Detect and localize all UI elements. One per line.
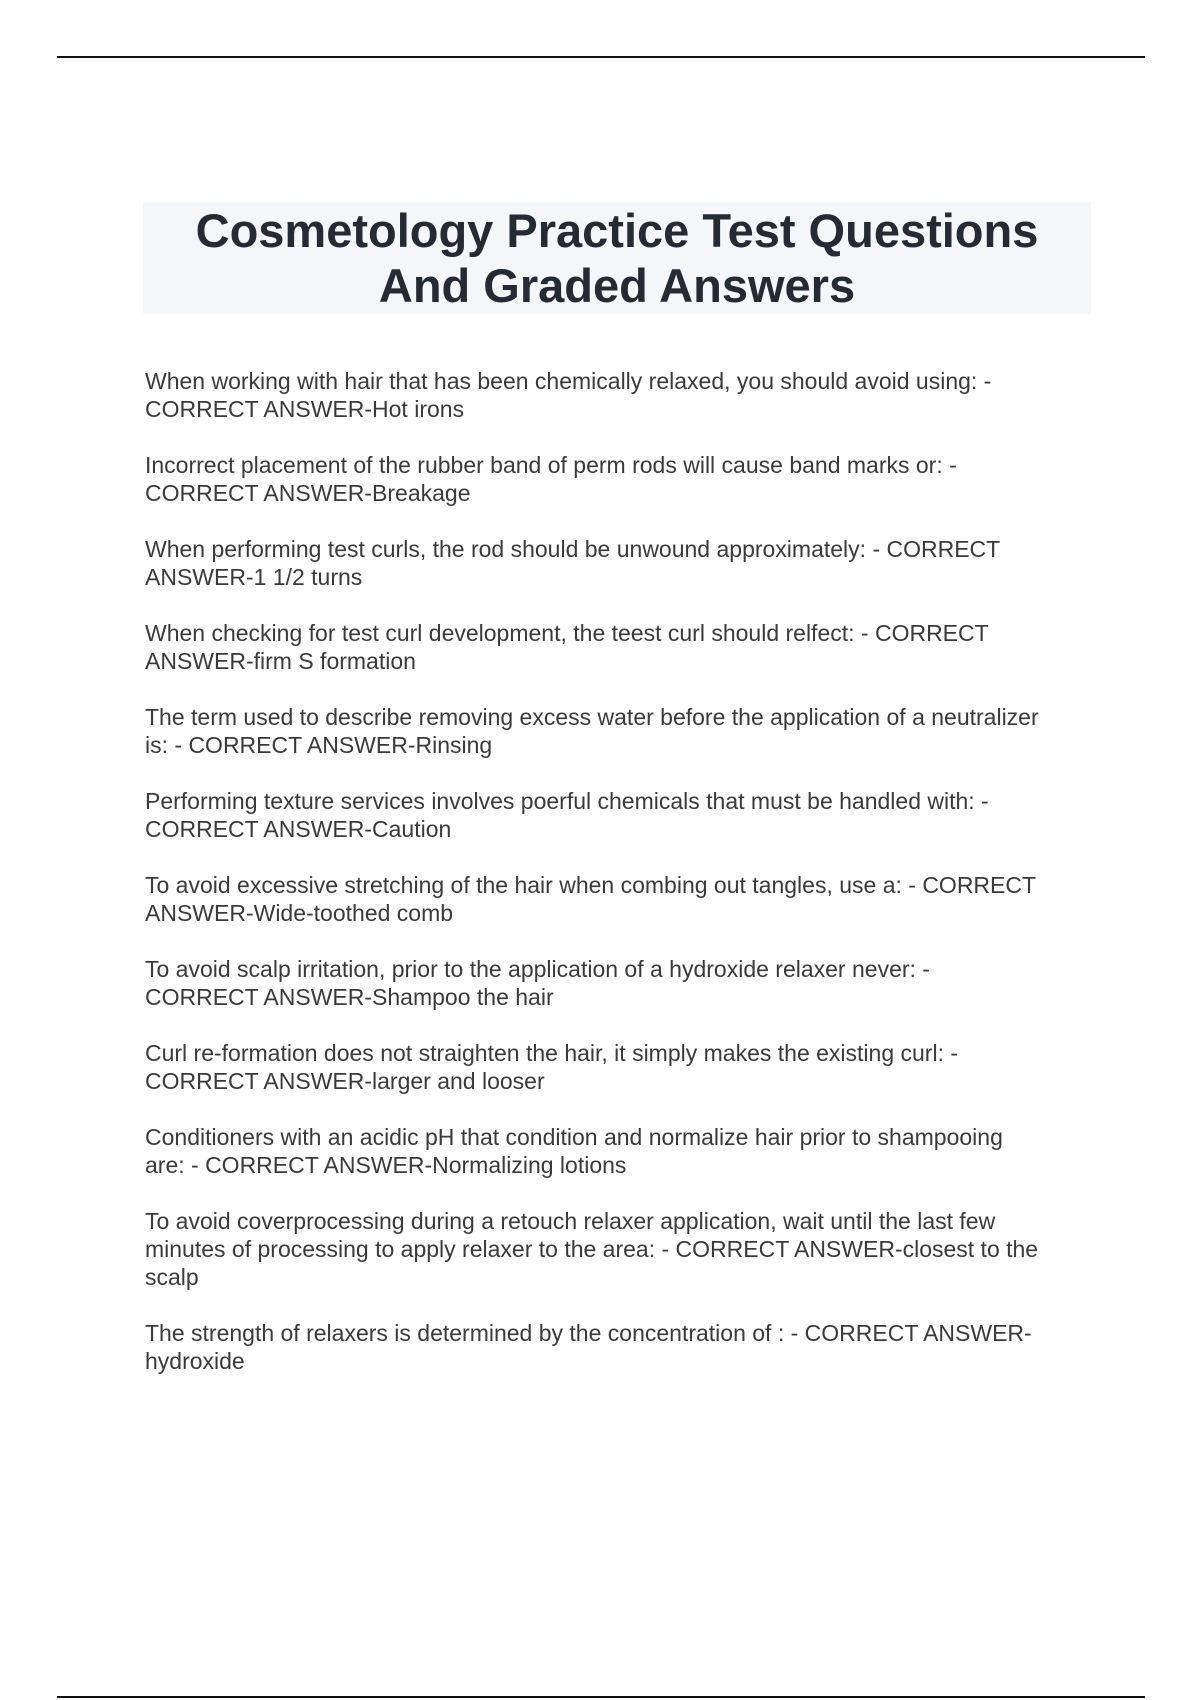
title-banner — [143, 202, 1091, 314]
qa-text-line: To avoid coverprocessing during a retouch relaxer application, wait until the last few — [145, 1208, 996, 1234]
qa-item — [145, 1039, 1095, 1095]
qa-text-line: ANSWER-firm S formation — [145, 648, 416, 674]
qa-text-line: Curl re-formation does not straighten the hair, it simply makes the existing curl: - — [145, 1040, 959, 1066]
page-title-line-1: Cosmetology Practice Test Questions — [195, 204, 1039, 257]
qa-item — [145, 1123, 1095, 1179]
qa-item — [145, 703, 1095, 759]
qa-text-line: minutes of processing to apply relaxer to the area: - CORRECT ANSWER-closest to the — [145, 1236, 1039, 1262]
qa-text-line: The strength of relaxers is determined by the concentration of : - CORRECT ANSWER- — [145, 1320, 1032, 1346]
qa-text-line: The term used to describe removing excess water before the application of a neutralizer — [145, 704, 1039, 730]
qa-item — [145, 619, 1095, 675]
qa-list — [145, 367, 1095, 1375]
qa-item — [145, 871, 1095, 927]
qa-text-line: ANSWER-Wide-toothed comb — [145, 900, 454, 926]
qa-item — [145, 451, 1095, 507]
page-title-line-2: And Graded Answers — [378, 259, 856, 312]
qa-text-line: Incorrect placement of the rubber band of perm rods will cause band marks or: - — [145, 452, 957, 478]
qa-item — [145, 1319, 1095, 1375]
qa-text-line: hydroxide — [145, 1348, 245, 1374]
qa-text-line: When working with hair that has been chemically relaxed, you should avoid using: - — [145, 368, 992, 394]
qa-item — [145, 535, 1095, 591]
qa-text-line: To avoid excessive stretching of the hair when combing out tangles, use a: - CORRECT — [145, 872, 1037, 898]
qa-text-line: are: - CORRECT ANSWER-Normalizing lotions — [145, 1152, 627, 1178]
qa-text-line: CORRECT ANSWER-Shampoo the hair — [145, 984, 554, 1010]
qa-item — [145, 955, 1095, 1011]
top-rule — [57, 56, 1145, 58]
qa-text-line: CORRECT ANSWER-Hot irons — [145, 396, 465, 422]
qa-text-line: When checking for test curl development, the teest curl should relfect: - CORRECT — [145, 620, 989, 646]
qa-text-line: scalp — [145, 1264, 199, 1290]
qa-text-line: CORRECT ANSWER-larger and looser — [145, 1068, 545, 1094]
qa-text-line: Performing texture services involves poerful chemicals that must be handled with: - — [145, 788, 989, 814]
qa-text-line: To avoid scalp irritation, prior to the application of a hydroxide relaxer never: - — [145, 956, 930, 982]
qa-text-line: is: - CORRECT ANSWER-Rinsing — [145, 732, 493, 758]
qa-text-line: ANSWER-1 1/2 turns — [145, 564, 363, 590]
qa-item — [145, 787, 1095, 843]
qa-item — [145, 367, 1095, 423]
bottom-rule — [57, 1696, 1145, 1698]
qa-item — [145, 1207, 1095, 1291]
qa-text-line: Conditioners with an acidic pH that condition and normalize hair prior to shampooing — [145, 1124, 1003, 1150]
qa-text-line: When performing test curls, the rod should be unwound approximately: - CORRECT — [145, 536, 1001, 562]
qa-text-line: CORRECT ANSWER-Breakage — [145, 480, 471, 506]
qa-text-line: CORRECT ANSWER-Caution — [145, 816, 452, 842]
